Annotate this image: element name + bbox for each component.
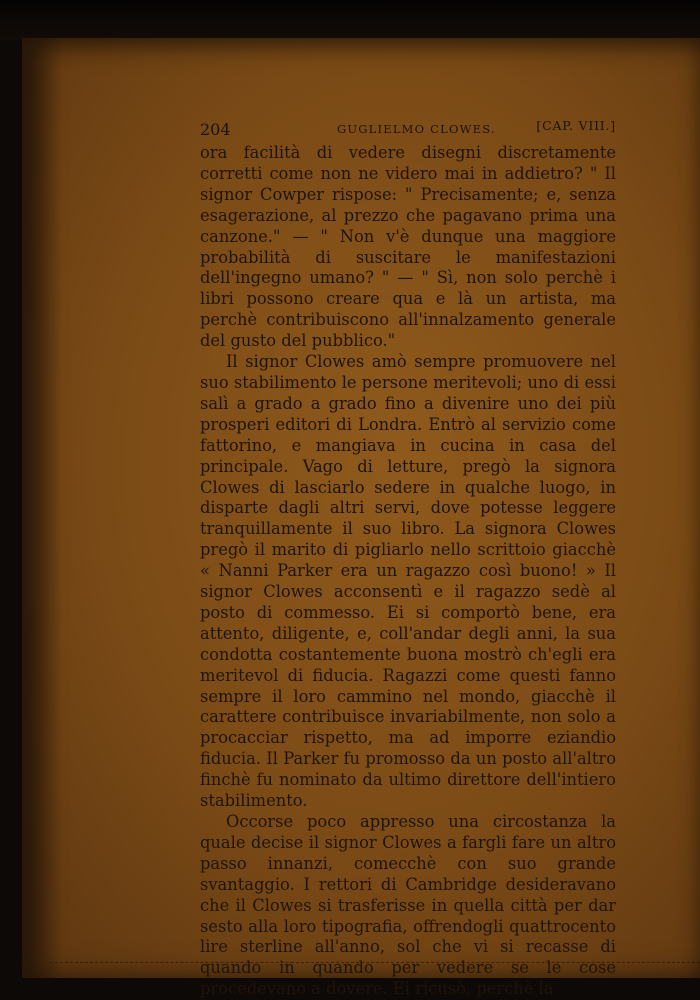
paragraph: Occorse poco appresso una circostanza la quale decise il signor Clowes a fargli fare un altro passo innanzi, comecchè con suo grande svantaggio. I rettori di Cambridge desideravano che il Clowes si trasferisse in quella città per dar sesto alla loro tipografia, offrendogli quattrocento lire sterline all'anno, sol che vi si recasse di quando in quando per vedere se le cose procedevano a dovere. Ei ricusò, perchè la — [200, 812, 616, 999]
paragraph: Il signor Clowes amò sempre promuovere nel suo stabilimento le persone meritevoli; uno di essi salì a grado a grado fino a divenire uno dei più prosperi editori di Londra. Entrò al servizio come fattorino, e mangiava in cucina in casa del principale. Vago di letture, pregò la signora Clowes di lasciarlo sedere in qualche luogo, in disparte dagli altri servi, dove potesse leggere tranquillamente il suo libro. La signora Clowes pregò il marito di pigliarlo nello scrittoio giacchè « Nanni Parker era un ragazzo così buono! » Il signor Clowes acconsentì e il ragazzo sedè al posto di commesso. Ei si comportò bene, era attento, diligente, e, coll'andar degli anni, la sua condotta costantemente buona mostrò ch'egli era meritevol di fiducia. Ragazzi come questi fanno sempre il loro cammino nel mondo, giacchè il carattere contribuisce invariabilmente, non solo a procacciar rispetto, ma ad imporre eziandio fiducia. Il Parker fu promosso da un posto all'altro finchè fu nominato da ultimo direttore dell'intiero stabilimento. — [200, 352, 616, 811]
running-head — [200, 118, 616, 142]
page-number: 204 — [200, 120, 231, 139]
background-top — [0, 0, 700, 40]
body-text — [200, 143, 616, 1000]
running-title: GUGLIELMO CLOWES. — [337, 122, 496, 136]
paragraph-continuation: ora facilità di vedere disegni discretamente corretti come non ne videro mai in addietro? " Il signor Cowper rispose: " Precisamente; e, senza esagerazione, al prezzo che pagavano prima una canzone." — " Non v'è dunque una maggiore probabilità di suscitare le manifestazioni dell'ingegno umano? " — " Sì, non solo perchè i libri possono creare qua e là un artista, ma perchè contribuiscono all'innalzamento generale del gusto del pubblico." — [200, 143, 616, 351]
page-gutter-shadow — [22, 38, 62, 978]
chapter-label: [CAP. VIII.] — [536, 118, 616, 133]
